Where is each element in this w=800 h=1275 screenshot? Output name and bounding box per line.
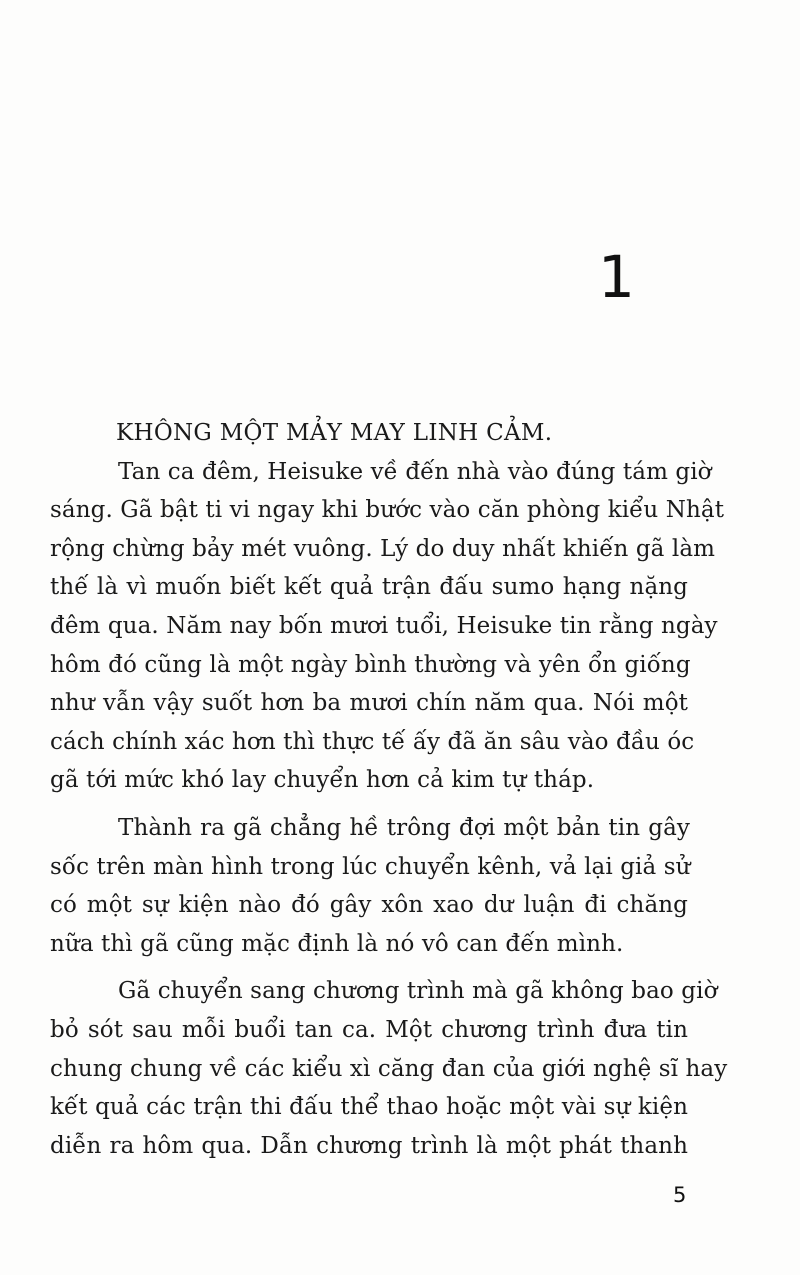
paragraph-line: thế là vì muốn biết kết quả trận đấu sumo hạng nặng: [50, 574, 688, 601]
paragraph-line: gã tới mức khó lay chuyển hơn cả kim tự tháp.: [50, 767, 595, 794]
paragraph-line: như vẫn vậy suốt hơn ba mươi chín năm qua. Nói một: [50, 690, 688, 717]
paragraph-gap: [116, 963, 688, 972]
paragraph-line: sốc trên màn hình trong lúc chuyển kênh, vả lại giả sử: [50, 853, 691, 880]
paragraph-line: chung chung về các kiểu xì căng đan của giới nghệ sĩ hay: [50, 1055, 728, 1082]
paragraph-line: sáng. Gã bật ti vi ngay khi bước vào căn phòng kiểu Nhật: [50, 497, 725, 524]
paragraph-line: rộng chừng bảy mét vuông. Lý do duy nhất khiến gã làm: [50, 535, 716, 562]
paragraph-line: có một sự kiện nào đó gây xôn xao dư luận đi chăng: [50, 892, 688, 919]
paragraph-line: bỏ sót sau mỗi buổi tan ca. Một chương trình đưa tin: [50, 1016, 688, 1043]
page-number: 5: [673, 1183, 687, 1207]
paragraph-line: hôm đó cũng là một ngày bình thường và yên ổn giống: [50, 651, 691, 678]
paragraph-line: diễn ra hôm qua. Dẫn chương trình là một phát thanh: [50, 1132, 688, 1159]
paragraph-line: Tan ca đêm, Heisuke về đến nhà vào đúng tám giờ: [118, 458, 712, 485]
body-text: [50, 414, 728, 1165]
paragraph-line: Gã chuyển sang chương trình mà gã không bao giờ: [118, 978, 718, 1005]
paragraph-line: nữa thì gã cũng mặc định là nó vô can đến mình.: [50, 930, 624, 957]
paragraph-gap: [116, 800, 688, 809]
chapter-number: 1: [598, 243, 635, 311]
paragraph-line: cách chính xác hơn thì thực tế ấy đã ăn sâu vào đầu óc: [50, 728, 695, 755]
opening-line: KHÔNG MỘT MẢY MAY LINH CẢM.: [116, 420, 553, 446]
paragraph-line: kết quả các trận thi đấu thể thao hoặc một vài sự kiện: [50, 1094, 688, 1121]
paragraph-line: đêm qua. Năm nay bốn mươi tuổi, Heisuke tin rằng ngày: [50, 612, 718, 639]
paragraph-line: Thành ra gã chẳng hề trông đợi một bản tin gây: [118, 814, 690, 841]
